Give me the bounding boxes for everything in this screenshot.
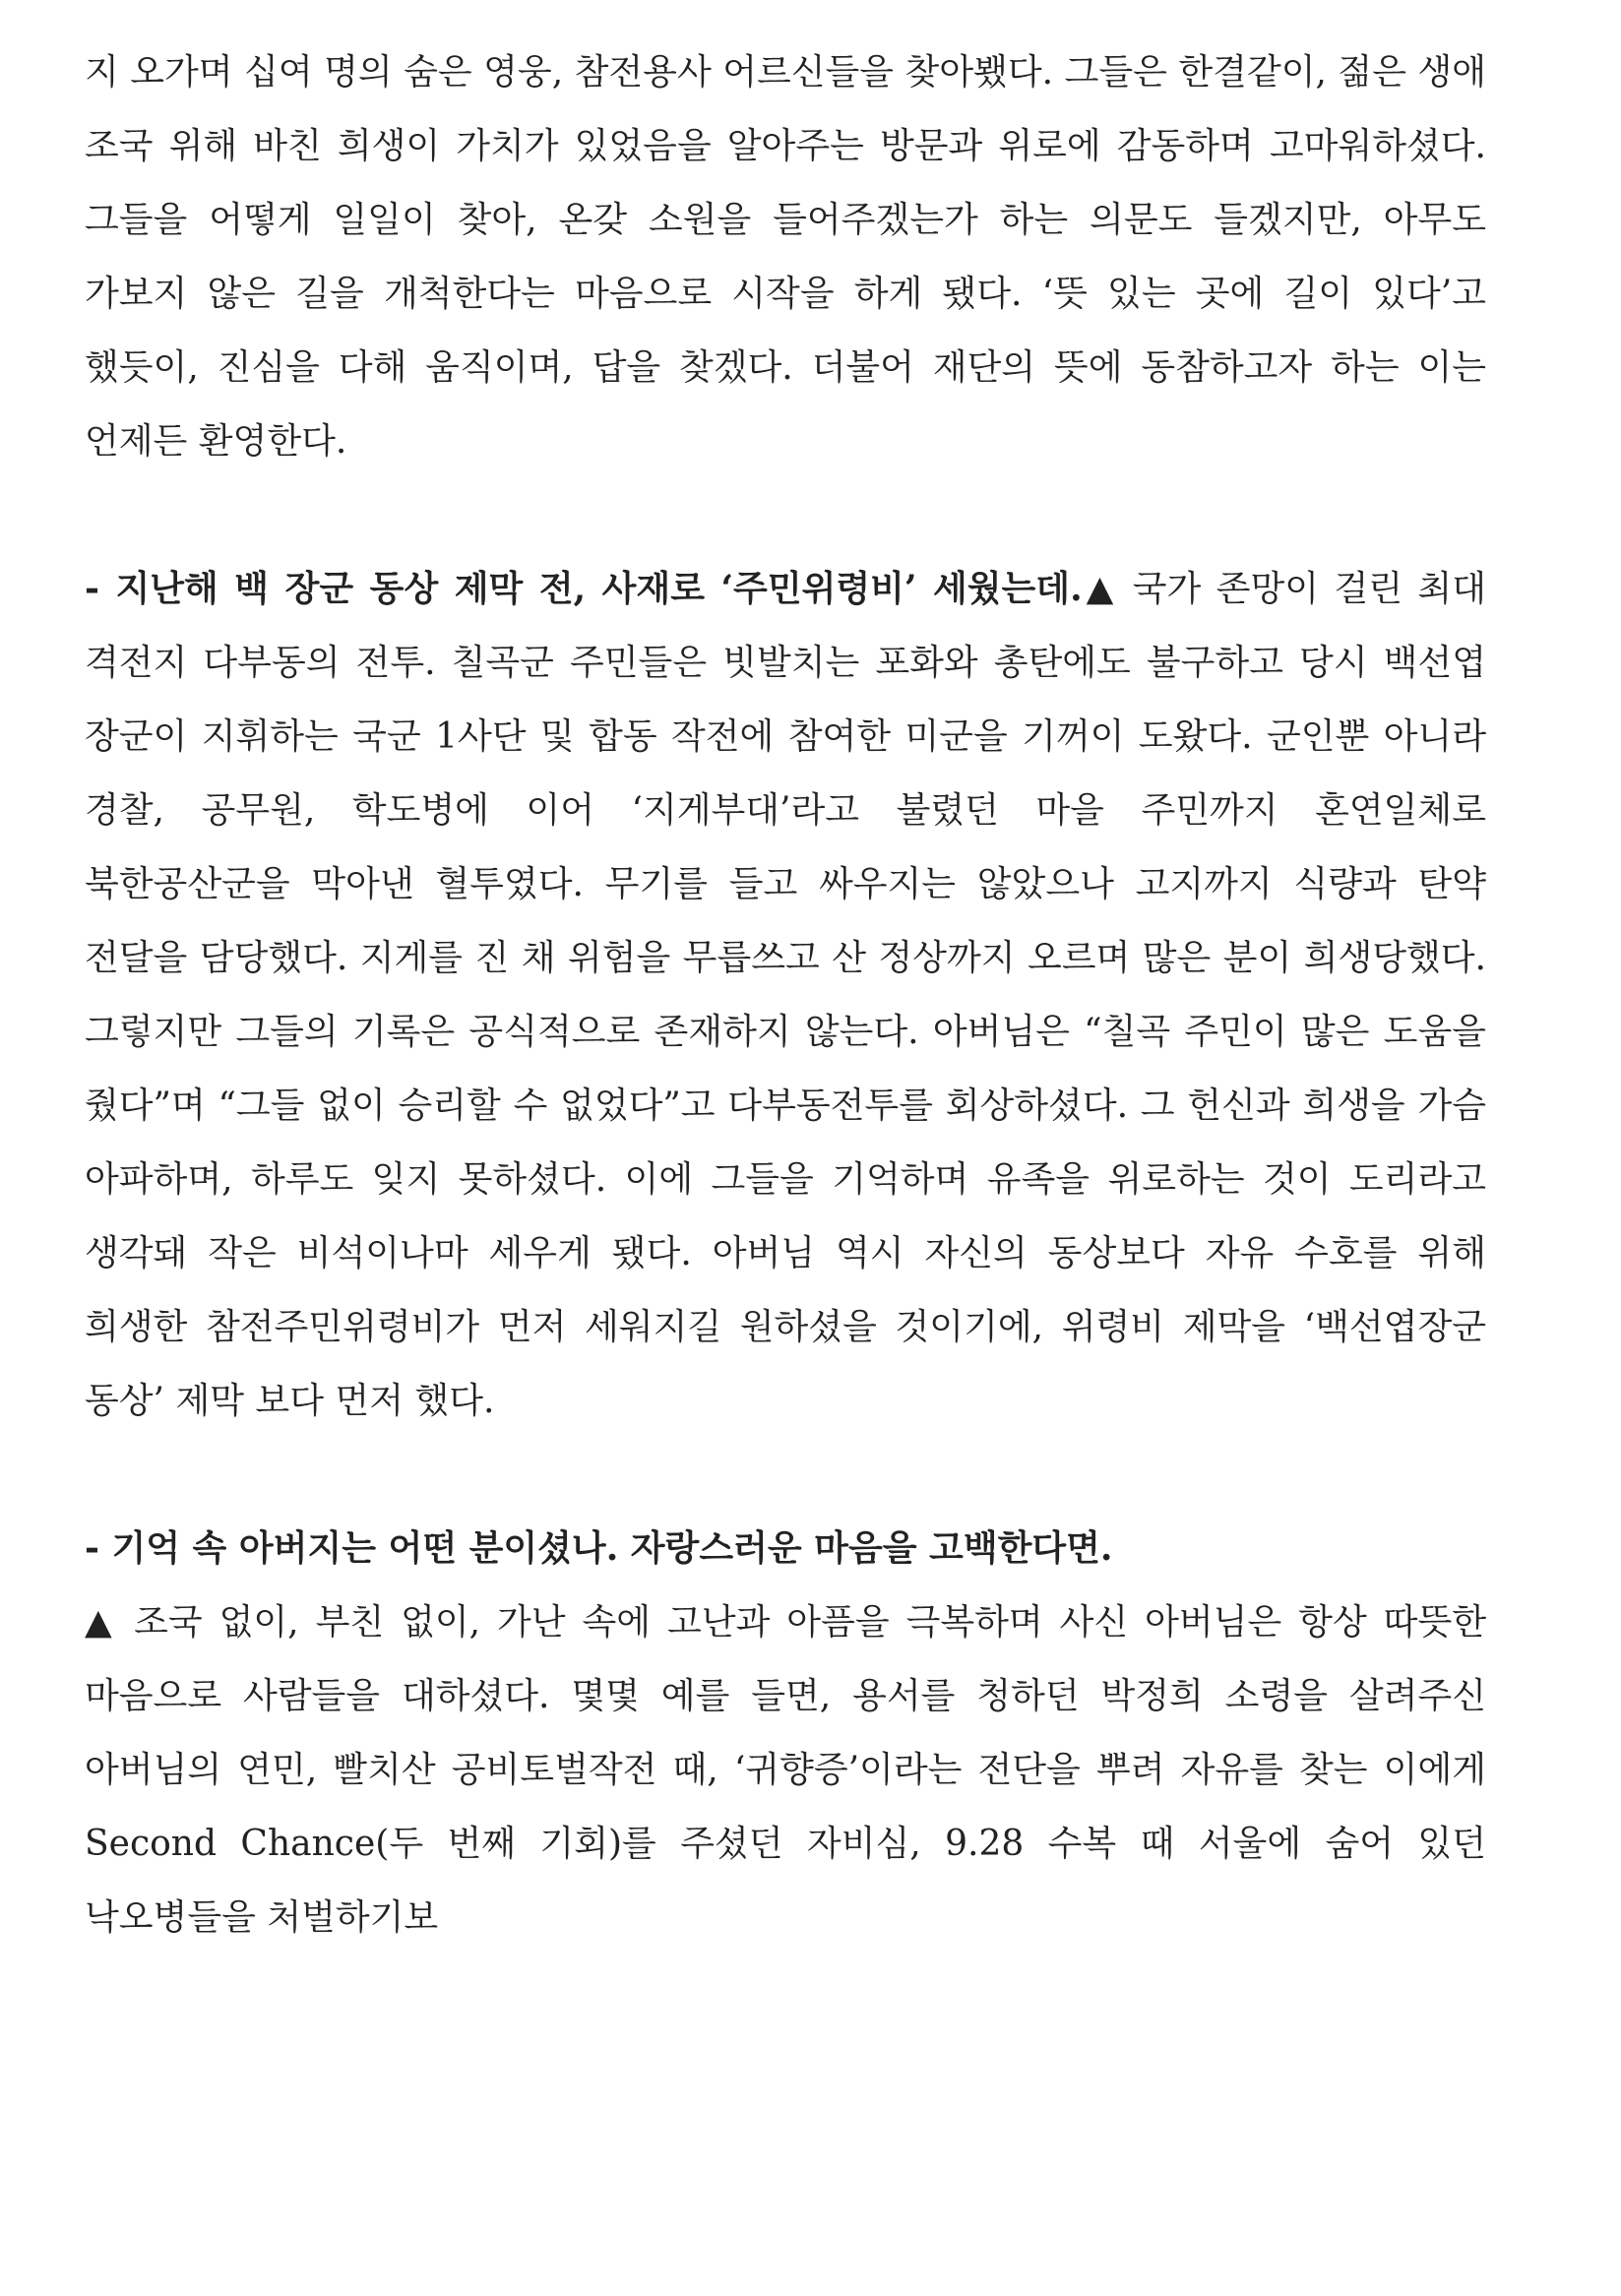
paragraph-gap — [85, 478, 1486, 552]
interview-answer: ▲ 국가 존망이 걸린 최대 격전지 다부동의 전투. 칠곡군 주민들은 빗발치는 포화와 총탄에도 불구하고 당시 백선엽 장군이 지휘하는 국군 1사단 및 합동 작전에 참여한 미군을 기꺼이 도왔다. 군인뿐 아니라 경찰, 공무원, 학도병에 이어 ‘지게부대’라고 불렸던 마을 주민까지 혼연일체로 북한공산군을 막아낸 혈투였다. 무기를 들고 싸우지는 않았으나 고지까지 식량과 탄약 전달을 담당했다. 지게를 진 채 위험을 무릅쓰고 산 정상까지 오르며 많은 분이 희생당했다. 그렇지만 그들의 기록은 공식적으로 존재하지 않는다. 아버님은 “칠곡 주민이 많은 도움을 줬다”며 “그들 없이 승리할 수 없었다”고 다부동전투를 회상하셨다. 그 헌신과 희생을 가슴 아파하며, 하루도 잊지 못하셨다. 이에 그들을 기억하며 유족을 위로하는 것이 도리라고 생각돼 작은 비석이나마 세우게 됐다. 아버님 역시 자신의 동상보다 자유 수호를 위해 희생한 참전주민위령비가 먼저 세워지길 원하셨을 것이기에, 위령비 제막을 ‘백선엽장군 동상’ 제막 보다 먼저 했다. — [85, 569, 1486, 1421]
interview-question: - 기억 속 아버지는 어떤 분이셨나. 자랑스러운 마음을 고백한다면. — [85, 1527, 1113, 1569]
document-page — [85, 35, 1486, 1955]
paragraph-answer-father — [85, 1585, 1486, 1955]
interview-question: - 지난해 백 장군 동상 제막 전, 사재로 ‘주민위령비’ 세웠는데. — [85, 568, 1083, 609]
paragraph-gap — [85, 1438, 1486, 1512]
paragraph-intro — [85, 35, 1486, 478]
paragraph-question-father — [85, 1512, 1486, 1585]
interview-answer: ▲ 조국 없이, 부친 없이, 가난 속에 고난과 아픔을 극복하며 사신 아버님은 항상 따뜻한 마음으로 사람들을 대하셨다. 몇몇 예를 들면, 용서를 청하던 박정희 소령을 살려주신 아버님의 연민, 빨치산 공비토벌작전 때, ‘귀향증’이라는 전단을 뿌려 자유를 찾는 이에게 Second Chance(두 번째 기회)를 주셨던 자비심, 9.28 수복 때 서울에 숨어 있던 낙오병들을 처벌하기보 — [85, 1602, 1486, 1938]
paragraph-qa-memorial — [85, 552, 1486, 1438]
paragraph-text: 지 오가며 십여 명의 숨은 영웅, 참전용사 어르신들을 찾아뵀다. 그들은 한결같이, 젊은 생애 조국 위해 바친 희생이 가치가 있었음을 알아주는 방문과 위로에 감동하며 고마워하셨다. 그들을 어떻게 일일이 찾아, 온갖 소원을 들어주겠는가 하는 의문도 들겠지만, 아무도 가보지 않은 길을 개척한다는 마음으로 시작을 하게 됐다. ‘뜻 있는 곳에 길이 있다’고 했듯이, 진심을 다해 움직이며, 답을 찾겠다. 더불어 재단의 뜻에 동참하고자 하는 이는 언제든 환영한다. — [85, 52, 1486, 462]
